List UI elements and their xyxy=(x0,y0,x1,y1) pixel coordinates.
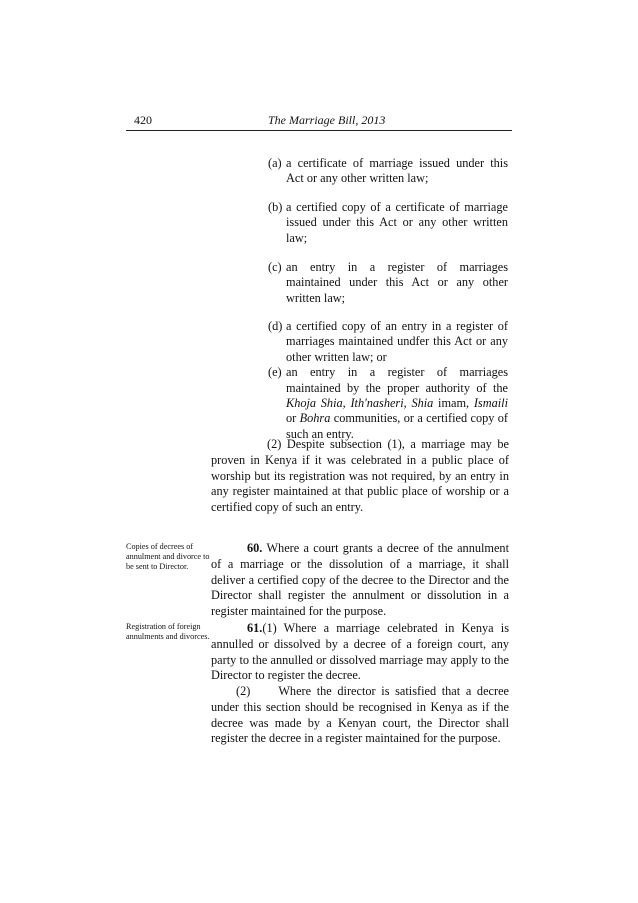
section-61-2: (2) Where the director is satisfied that a decree under this section should be recognised in Kenya as if the decree was made by a Kenyan court, the Director shall register the decree in a register maintained for the purpose. xyxy=(211,684,509,746)
list-de xyxy=(268,319,508,442)
list-item-label: (b) xyxy=(268,200,283,214)
header-rule xyxy=(126,130,512,131)
section-61-1: 61.(1) Where a marriage celebrated in Kenya is annulled or dissolved by a decree of a foreign court, any party to the annulled or dissolved marriage may apply to the Director to register the decree. xyxy=(211,621,509,683)
list-c xyxy=(268,260,508,306)
list-item-label: (a) xyxy=(268,156,282,170)
list-item-label: (e) xyxy=(268,365,282,380)
list-item xyxy=(268,365,508,442)
list-item-text: a certified copy of a certificate of marriage issued under this Act or any other written law; xyxy=(286,200,508,245)
list-item xyxy=(268,319,508,365)
margin-note-60: Copies of decrees of annulment and divorce to be sent to Director. xyxy=(126,542,210,571)
page-number: 420 xyxy=(134,113,152,127)
list-a xyxy=(268,156,508,187)
list-item xyxy=(268,200,508,246)
margin-note-61: Registration of foreign annulments and divorces. xyxy=(126,622,210,641)
list-item-text: a certificate of marriage issued under this Act or any other written law; xyxy=(286,156,508,186)
list-item xyxy=(268,260,508,306)
list-item-text: an entry in a register of marriages maintained under this Act or any other written law; xyxy=(286,260,508,305)
list-b xyxy=(268,200,508,246)
list-item-text: an entry in a register of marriages maintained by the proper authority of the Khoja Shia, Ith'nasheri, Shia imam, Ismaili or Bohra communities, or a certified copy of such an entry. xyxy=(286,365,508,441)
list-item-label: (c) xyxy=(268,260,282,274)
section-60: 60. Where a court grants a decree of the annulment of a marriage or the dissolution of a marriage, it shall deliver a certified copy of the decree to the Director and the Director shall register the annulment or dissolution in a register maintained for the purpose. xyxy=(211,541,509,619)
list-item-label: (d) xyxy=(268,319,283,333)
list-item xyxy=(268,156,508,187)
list-item-text: a certified copy of an entry in a register of marriages maintained undfer this Act or any other written law; or xyxy=(286,319,508,364)
running-title: The Marriage Bill, 2013 xyxy=(268,113,386,127)
subsection-2: (2) Despite subsection (1), a marriage may be proven in Kenya if it was celebrated in a public place of worship but its registration was not required, by an entry in any register maintained at that public place of worship or a certified copy of such an entry. xyxy=(211,437,509,515)
